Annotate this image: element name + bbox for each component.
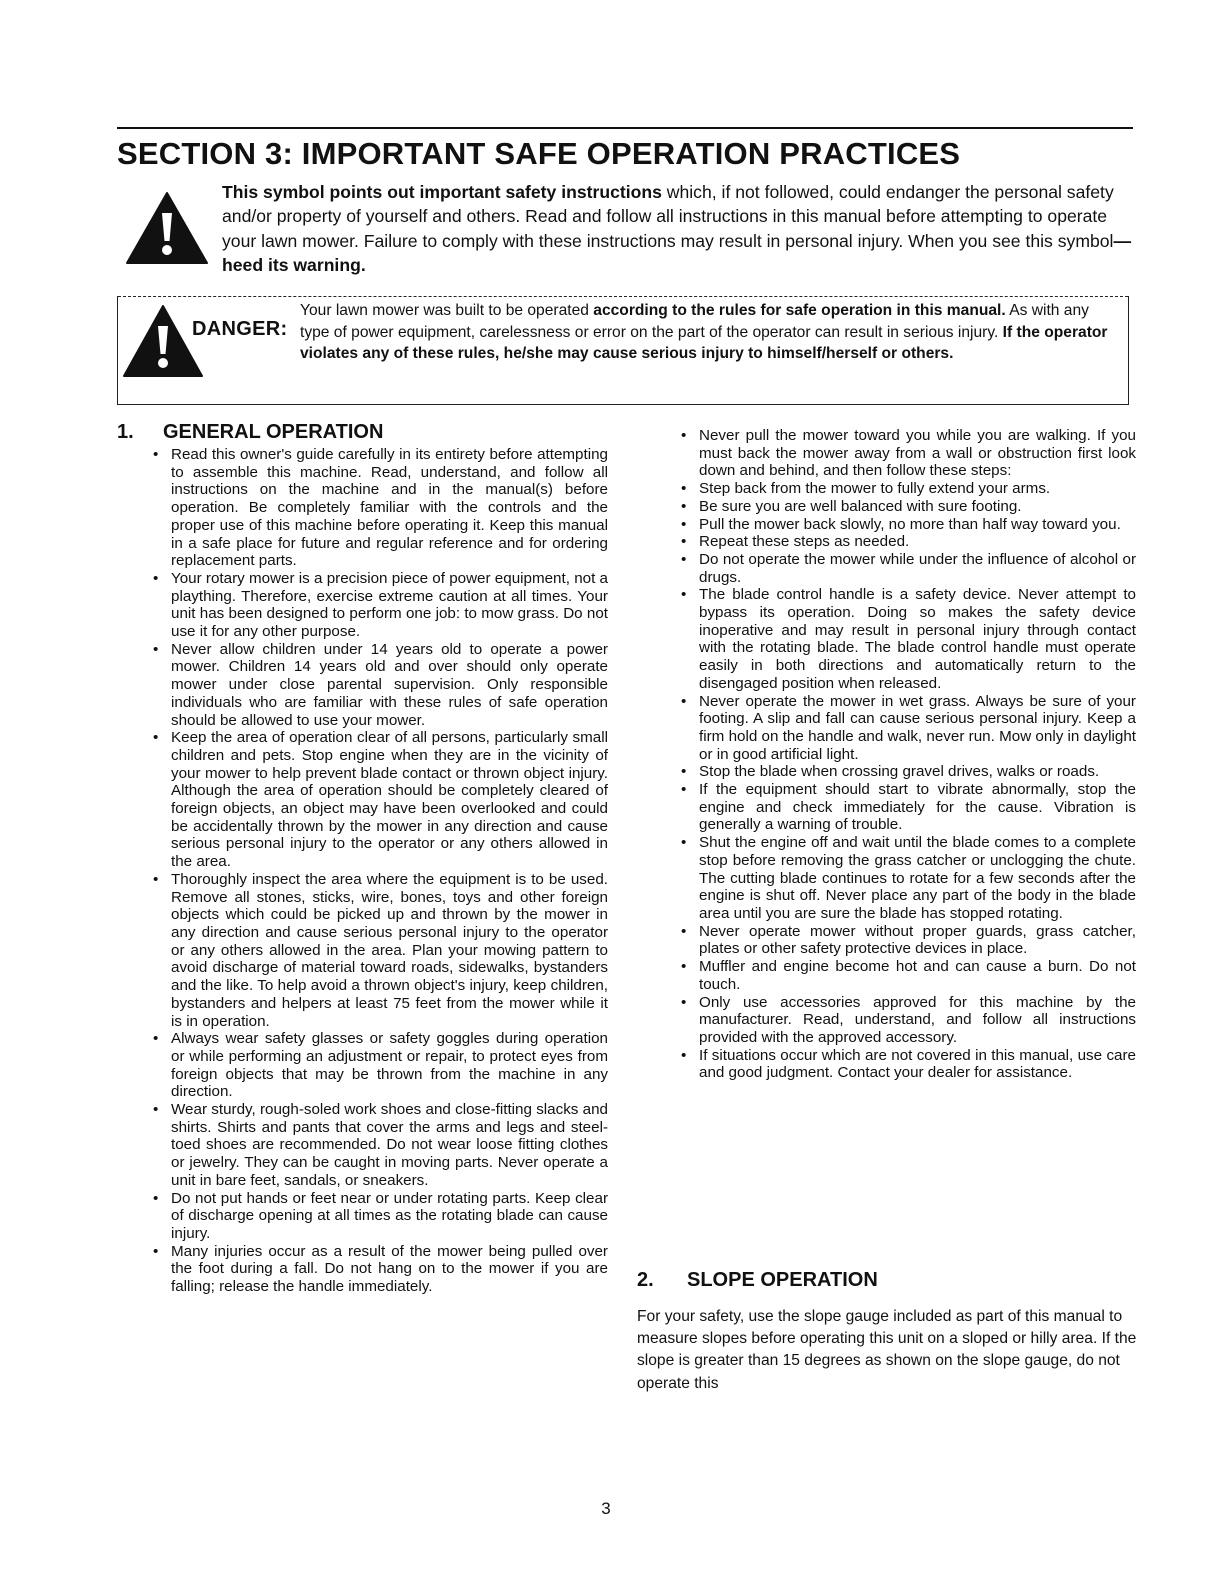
list-item: • Step back from the mower to fully extend your arms. [674,480,1136,498]
list-item: • Stop the blade when crossing gravel drives, walks or roads. [674,763,1136,781]
list-item: • Only use accessories approved for this machine by the manufacturer. Read, understand, and follow all instructions provided with the approved accessory. [674,994,1136,1047]
intro-tail: —heed its warning. [222,230,1132,275]
list-item: • Wear sturdy, rough-soled work shoes and close-fitting slacks and shirts. Shirts and pants that cover the arms and legs and steel-toed shoes are recommended. Do not wear loose fitting clothes or jewelry. They can be caught in moving parts. Never operate a unit in bare feet, sandals, or sneakers. [146,1101,608,1190]
list-item: • Never operate the mower in wet grass. Always be sure of your footing. A slip and fall can cause serious personal injury. Keep a firm hold on the handle and walk, never run. Mow only in daylight or in good artificial light. [674,693,1136,764]
list-item: • Do not put hands or feet near or under rotating parts. Keep clear of discharge opening at all times as the rotating blade can cause injury. [146,1190,608,1243]
list-item: • Keep the area of operation clear of all persons, particularly small children and pets. Stop engine when they are in the vicinity of your mower to help prevent blade contact or thrown object injury. Although the area of operation should be completely cleared of foreign objects, an object may have been overlooked and could be accidentally thrown by the mower in any direction and cause serious personal injury to the operator or any others allowed in the area. [146,729,608,871]
list-item: • If situations occur which are not covered in this manual, use care and good judgment. Contact your dealer for assistance. [674,1047,1136,1082]
list-item: • Read this owner's guide carefully in its entirety before attempting to assemble this machine. Read, understand, and follow all instructions on the machine and in the manual(s) before operation. Be completely familiar with the controls and the proper use of this machine before operating it. Keep this manual in a safe place for future and regular reference and for ordering replacement parts. [146,446,608,570]
warning-triangle-icon [125,191,209,265]
danger-box-top-border [118,296,1128,297]
general-operation-list-left [146,446,608,1296]
danger-part2: As with any type of power equipment, carelessness or error on the part of the operator can result in serious injury. [300,302,1089,341]
intro-lead: This symbol points out important safety instructions [222,182,662,202]
page-number: 3 [601,1499,611,1518]
intro-body: which, if not followed, could endanger the personal safety and/or property of yourself and others. Read and follow all instructions in this manual before attempting to operate your lawn mower. Failure to comply with these instructions may result in personal injury. When you see this symbol [222,182,1114,251]
danger-box [117,296,1129,405]
general-operation-heading [117,421,383,444]
list-item: • Never operate mower without proper guards, grass catcher, plates or other safety protective devices in place. [674,923,1136,958]
list-item: • Do not operate the mower while under the influence of alcohol or drugs. [674,551,1136,586]
general-operation-number: 1. [117,421,134,443]
danger-part2-bold: If the operator violates any of these rules, he/she may cause serious injury to himself/herself or others. [300,323,1108,362]
list-item: • Pull the mower back slowly, no more than half way toward you. [674,516,1136,534]
danger-part1: Your lawn mower was built to be operated [300,302,594,319]
list-item: • The blade control handle is a safety device. Never attempt to bypass its operation. Doing so makes the safety device inoperative and may result in personal injury through contact with the rotating blade. The blade control handle must operate easily in both directions and automatically return to the disengaged position when released. [674,586,1136,692]
list-item: • Be sure you are well balanced with sure footing. [674,498,1136,516]
slope-operation-title: SLOPE OPERATION [687,1269,878,1291]
list-item: • Repeat these steps as needed. [674,533,1136,551]
danger-text [300,300,1120,365]
general-operation-title: GENERAL OPERATION [163,421,384,443]
slope-operation-number: 2. [637,1269,654,1291]
list-item: • Shut the engine off and wait until the blade comes to a complete stop before removing the grass catcher or unclogging the chute. The cutting blade continues to rotate for a few seconds after the engine is shut off. Never place any part of the body in the blade area until you are sure the blade has stopped rotating. [674,834,1136,923]
list-item: • Your rotary mower is a precision piece of power equipment, not a plaything. Therefore, exercise extreme caution at all times. Your unit has been designed to perform one job: to mow grass. Do not use it for any other purpose. [146,570,608,641]
list-item: • Thoroughly inspect the area where the equipment is to be used. Remove all stones, sticks, wire, bones, toys and other foreign objects which could be picked up and thrown by the mower in any direction and cause serious personal injury to the operator or any others allowed in the area. Plan your mowing pattern to avoid discharge of material toward roads, sidewalks, bystanders and the like. To help avoid a thrown object's injury, keep children, bystanders and helpers at least 75 feet from the mower while it is in operation. [146,871,608,1030]
list-item: • Always wear safety glasses or safety goggles during operation or while performing an adjustment or repair, to protect eyes from foreign objects that may be thrown from the machine in any direction. [146,1030,608,1101]
danger-part1-bold: according to the rules for safe operation in this manual. [593,302,1006,319]
slope-operation-text: For your safety, use the slope gauge included as part of this manual to measure slopes before operating this unit on a sloped or hilly area. If the slope is greater than 15 degrees as shown on the slope gauge, do not operate this [637,1308,1137,1392]
list-item: • Many injuries occur as a result of the mower being pulled over the foot during a fall. Do not hang on to the mower if you are falling; release the handle immediately. [146,1243,608,1296]
danger-triangle-icon [122,304,204,378]
general-operation-list-right [674,427,1136,1082]
section-title: SECTION 3: IMPORTANT SAFE OPERATION PRACTICES [117,136,961,171]
list-item: • Never allow children under 14 years old to operate a power mower. Children 14 years old and over should only operate mower under close parental supervision. Only responsible individuals who are familiar with these rules of safe operation should be allowed to use your mower. [146,641,608,730]
intro-paragraph [222,180,1132,277]
list-item: • If the equipment should start to vibrate abnormally, stop the engine and check immediately for the cause. Vibration is generally a warning of trouble. [674,781,1136,834]
list-item: • Never pull the mower toward you while you are walking. If you must back the mower away from a wall or obstruction first look down and behind, and then follow these steps: [674,427,1136,480]
danger-label: DANGER: [192,318,288,340]
list-item: • Muffler and engine become hot and can cause a burn. Do not touch. [674,958,1136,993]
top-rule [117,127,1133,129]
slope-operation-heading [637,1269,878,1292]
